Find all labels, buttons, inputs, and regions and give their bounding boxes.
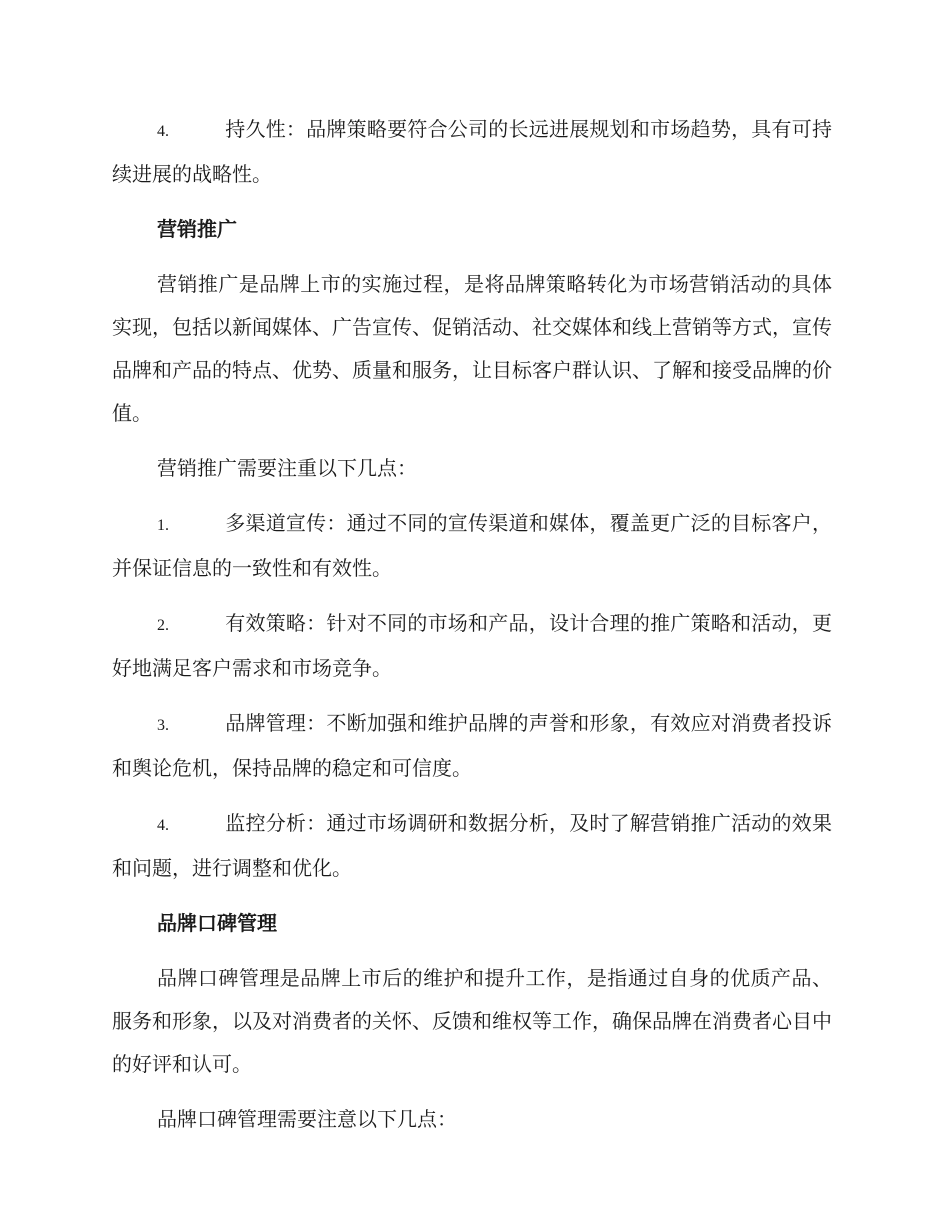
list-number: 4. — [157, 123, 169, 140]
list-item — [112, 108, 832, 196]
list-number: 1. — [157, 517, 169, 534]
list-item-text: 监控分析：通过市场调研和数据分析，及时了解营销推广活动的效果和问题，进行调整和优化。 — [112, 811, 832, 880]
list-item-text: 品牌管理：不断加强和维护品牌的声誉和形象，有效应对消费者投诉和舆论危机，保持品牌的稳定和可信度。 — [112, 711, 832, 780]
list-item — [112, 602, 832, 690]
paragraph: 品牌口碑管理是品牌上市后的维护和提升工作，是指通过自身的优质产品、服务和形象，以及对消费者的关怀、反馈和维权等工作，确保品牌在消费者心目中的好评和认可。 — [112, 966, 832, 1076]
paragraph: 营销推广需要注重以下几点： — [157, 456, 417, 480]
section-heading-reputation: 品牌口碑管理 — [157, 911, 277, 935]
list-number: 3. — [157, 717, 169, 734]
section-heading-marketing: 营销推广 — [157, 217, 237, 241]
list-item-text: 持久性：品牌策略要符合公司的长远进展规划和市场趋势，具有可持续进展的战略性。 — [112, 117, 832, 186]
paragraph: 营销推广是品牌上市的实施过程，是将品牌策略转化为市场营销活动的具体实现，包括以新闻媒体、广告宣传、促销活动、社交媒体和线上营销等方式，宣传品牌和产品的特点、优势、质量和服务，让目标客户群认识、了解和接受品牌的价值。 — [112, 272, 832, 425]
list-number: 4. — [157, 817, 169, 834]
list-number: 2. — [157, 617, 169, 634]
paragraph: 品牌口碑管理需要注意以下几点： — [157, 1107, 457, 1131]
list-item — [112, 502, 832, 590]
list-item — [112, 802, 832, 890]
list-item-text: 有效策略：针对不同的市场和产品，设计合理的推广策略和活动，更好地满足客户需求和市场竞争。 — [112, 611, 832, 680]
list-item — [112, 702, 832, 790]
list-item-text: 多渠道宣传：通过不同的宣传渠道和媒体，覆盖更广泛的目标客户，并保证信息的一致性和有效性。 — [112, 511, 832, 580]
